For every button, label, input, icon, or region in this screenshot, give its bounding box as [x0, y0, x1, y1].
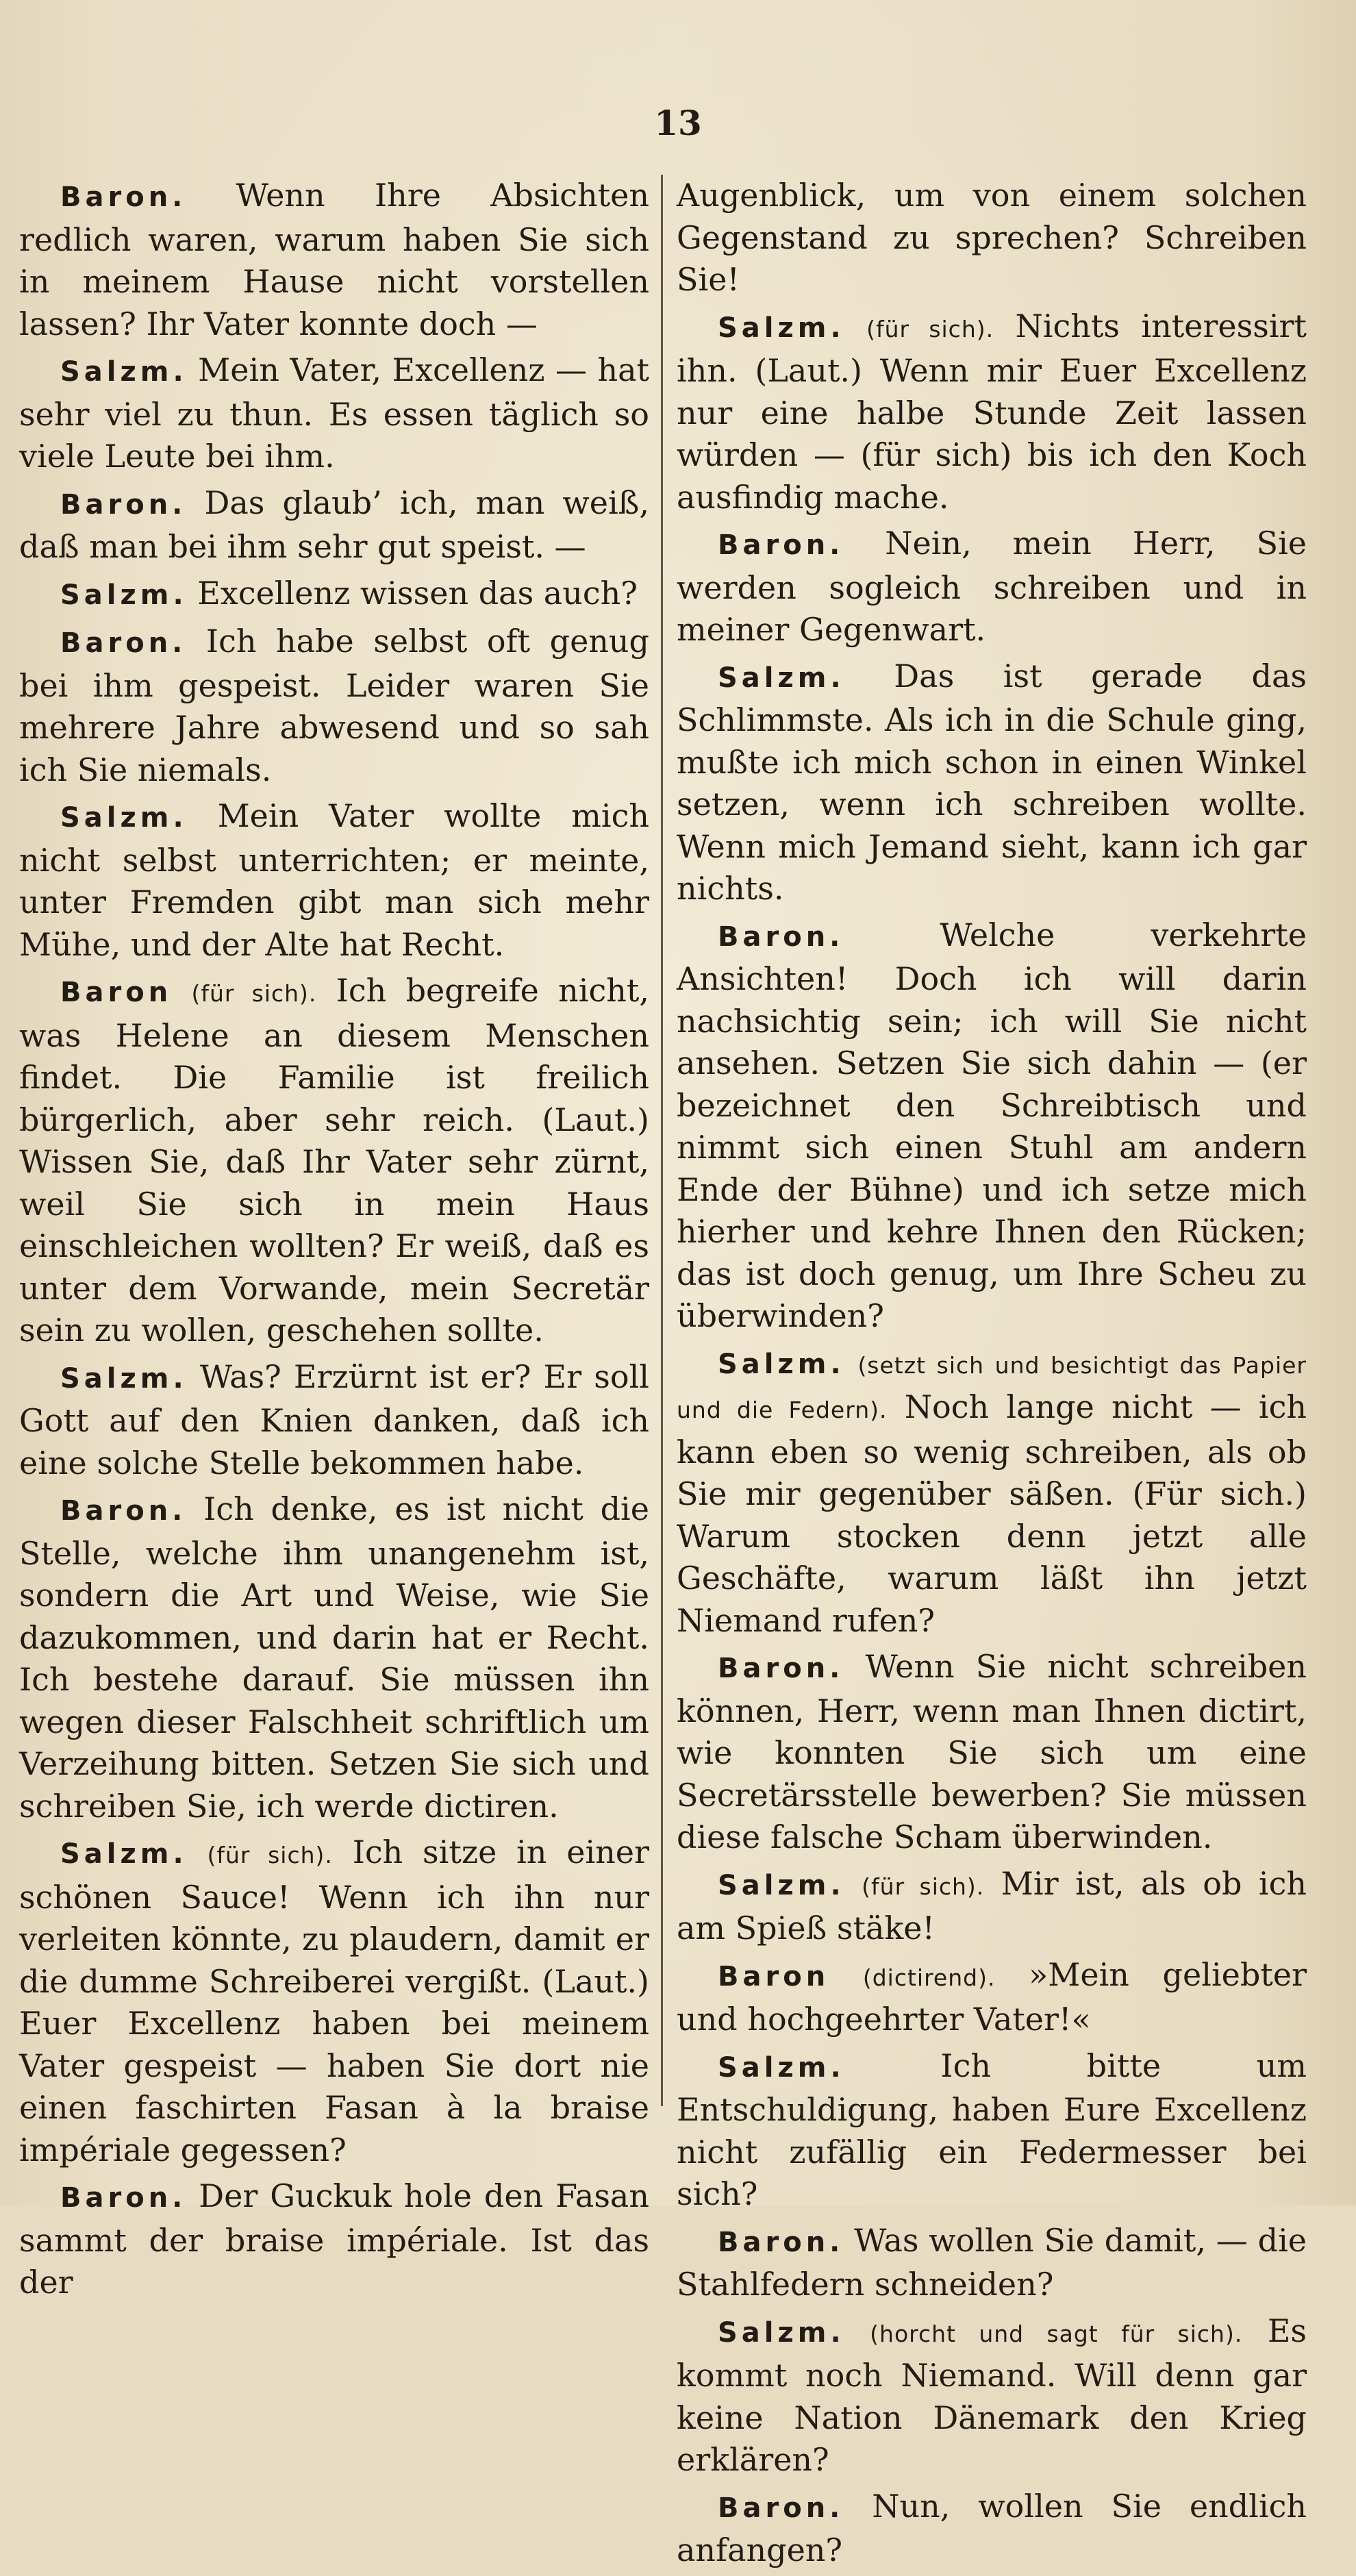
speech-text: Nichts interessirt ihn. (Laut.) Wenn mir Euer Excellenz nur eine halbe Stunde Zeit lassen würden — (für sich) bis ich den Koch ausfindig mache. [677, 307, 1307, 516]
dialogue-paragraph [19, 573, 649, 617]
speech-text: Nein, mein Herr, Sie werden sogleich schreiben und in meiner Gegenwart. [677, 525, 1307, 648]
column-divider [661, 175, 663, 2106]
left-column [19, 175, 649, 2308]
speech-text: Excellenz wissen das auch? [197, 574, 638, 612]
speaker-name: Salzm. [718, 2316, 845, 2349]
dialogue-paragraph [677, 1342, 1307, 1642]
dialogue-paragraph [19, 795, 649, 966]
speech-text: Nun, wollen Sie endlich anfangen? [677, 2487, 1307, 2568]
speech-text: Ich begreife nicht, was Helene an diesem Menschen findet. Die Familie ist freilich bürgerlich, aber sehr reich. (Laut.) Wissen Sie, daß Ihr Vater sehr zürnt, weil Sie sich in mein Haus einschleichen wollten? Er weiß, daß es unter dem Vorwande, mein Secretär sein zu wollen, geschehen sollte. [19, 972, 650, 1349]
speech-text: Noch lange nicht — ich kann eben so wenig schreiben, als ob Sie mir gegenüber säßen. (Für sich.) Warum stocken denn jetzt alle Geschäfte, warum läßt ihn jetzt Niemand rufen? [677, 1388, 1307, 1639]
speaker-name: Baron [718, 1960, 830, 1992]
dialogue-paragraph [677, 523, 1307, 651]
speaker-name: Salzm. [718, 1348, 845, 1380]
speech-text: Welche verkehrte Ansichten! Doch ich will darin nachsichtig sein; ich will Sie nicht ansehen. Setzen Sie sich dahin — (er bezeichnet den Schreibtisch und nimmt sich einen Stuhl am andern Ende der Bühne) und ich setze mich hierher und kehre Ihnen den Rücken; das ist doch genug, um Ihre Scheu zu überwinden? [677, 916, 1307, 1334]
dialogue-paragraph [19, 1831, 649, 2171]
dialogue-paragraph [677, 2045, 1307, 2216]
speech-text: Was? Erzürnt ist er? Er soll Gott auf den Knien danken, daß ich eine solche Stelle bekommen habe. [19, 1358, 649, 1481]
dialogue-paragraph [677, 914, 1307, 1338]
dialogue-paragraph [19, 349, 649, 478]
speaker-name: Baron. [60, 1495, 187, 1527]
dialogue-paragraph [677, 1863, 1307, 1950]
speech-text: Ich denke, es ist nicht die Stelle, welche ihm unangenehm ist, sondern die Art und Weise, wie Sie dazukommen, und darin hat er Recht. Ich bestehe darauf. Sie müssen ihn wegen dieser Falschheit schriftlich um Verzeihung bitten. Setzen Sie sich und schreiben Sie, ich werde dictiren. [19, 1490, 649, 1825]
speaker-name: Baron. [60, 627, 187, 659]
speaker-name: Baron. [718, 529, 844, 561]
speaker-name: Baron. [60, 488, 187, 521]
speech-text: Das ist gerade das Schlimmste. Als ich in die Schule ging, mußte ich mich schon in einen Winkel setzen, wenn ich schreiben wollte. Wenn mich Jemand sieht, kann ich gar nichts. [677, 657, 1307, 907]
speech-text: Ich habe selbst oft genug bei ihm gespeist. Leider waren Sie mehrere Jahre abwesend und so sah ich Sie niemals. [19, 623, 650, 788]
speaker-name: Baron. [60, 2182, 187, 2214]
stage-direction: (für sich). [866, 315, 994, 342]
speaker-name: Baron. [718, 1653, 844, 1684]
dialogue-paragraph [19, 175, 649, 345]
dialogue-paragraph [677, 175, 1307, 301]
speaker-name: Salzm. [60, 356, 188, 388]
speaker-name: Baron. [60, 182, 187, 213]
speaker-name: Baron. [718, 2492, 844, 2524]
dialogue-paragraph [19, 970, 649, 1352]
speaker-name: Salzm. [60, 802, 188, 834]
speech-text: Es kommt noch Niemand. Will denn gar keine Nation Dänemark den Krieg erklären? [677, 2312, 1307, 2478]
dialogue-paragraph [677, 1954, 1307, 2041]
stage-direction: (setzt sich und besichtigt das Papier und die Federn). [677, 1351, 1307, 1423]
speaker-name: Salzm. [60, 1362, 188, 1395]
speaker-name: Salzm. [60, 1838, 188, 1870]
dialogue-paragraph [19, 482, 649, 568]
page-number: 13 [654, 103, 702, 143]
speech-text: Mein Vater, Excellenz — hat sehr viel zu thun. Es essen täglich so viele Leute bei ihm. [19, 351, 650, 475]
speaker-name: Salzm. [718, 1869, 845, 1901]
dialogue-paragraph [19, 1488, 649, 1827]
stage-direction: (für sich). [207, 1842, 333, 1868]
dialogue-paragraph [677, 305, 1307, 519]
speaker-name: Salzm. [718, 312, 845, 344]
speaker-name: Baron [60, 977, 173, 1008]
speech-text: Wenn Sie nicht schreiben können, Herr, wenn man Ihnen dictirt, wie konnten Sie sich um eine Secretärsstelle bewerben? Sie müssen diese falsche Scham überwinden. [677, 1648, 1307, 1855]
speaker-name: Baron. [718, 2226, 844, 2258]
dialogue-paragraph [677, 655, 1307, 910]
speech-text: »Mein geliebter und hochgeehrter Vater!« [677, 1955, 1307, 2038]
speech-text: Das glaub’ ich, man weiß, daß man bei ihm sehr gut speist. — [19, 484, 650, 565]
speech-text: Der Guckuk hole den Fasan sammt der braise impériale. Ist das der [19, 2177, 649, 2301]
dialogue-paragraph [19, 621, 649, 791]
speech-text: Ich sitze in einer schönen Sauce! Wenn ich ihn nur verleiten könnte, zu plaudern, damit er die dumme Schreiberei vergißt. (Laut.) Euer Excellenz haben bei meinem Vater gespeist — haben Sie dort nie einen faschirten Fasan à la braise impériale gegessen? [19, 1834, 649, 2168]
speaker-name: Salzm. [718, 662, 845, 694]
dialogue-paragraph [677, 2310, 1307, 2481]
stage-direction: (für sich). [191, 980, 317, 1007]
dialogue-paragraph [677, 2220, 1307, 2306]
dialogue-paragraph [19, 1356, 649, 1485]
speaker-name: Salzm. [60, 579, 188, 611]
speech-text: Mein Vater wollte mich nicht selbst unterrichten; er meinte, unter Fremden gibt man sich mehr Mühe, und der Alte hat Recht. [19, 797, 649, 963]
speaker-name: Salzm. [718, 2051, 845, 2084]
speaker-name: Baron. [718, 921, 844, 953]
speech-text: Mir ist, als ob ich am Spieß stäke! [677, 1864, 1307, 1947]
stage-direction: (dictirend). [862, 1964, 996, 1991]
speech-text: Wenn Ihre Absichten redlich waren, warum haben Sie sich in meinem Hause nicht vorstellen lassen? Ihr Vater konnte doch — [19, 177, 650, 342]
dialogue-paragraph [677, 1646, 1307, 1859]
stage-direction: (für sich). [862, 1873, 985, 1900]
speech-text: Was wollen Sie damit, — die Stahlfedern schneiden? [677, 2221, 1307, 2303]
right-column [677, 175, 1307, 2576]
speech-text: Augenblick, um von einem solchen Gegenstand zu sprechen? Schreiben Sie! [677, 177, 1307, 298]
speech-text: Ich bitte um Entschuldigung, haben Eure Excellenz nicht zufällig ein Federmesser bei sich? [677, 2047, 1307, 2212]
dialogue-paragraph [19, 2175, 649, 2304]
dialogue-paragraph [677, 2486, 1307, 2572]
stage-direction: (horcht und sagt für sich). [870, 2320, 1243, 2347]
